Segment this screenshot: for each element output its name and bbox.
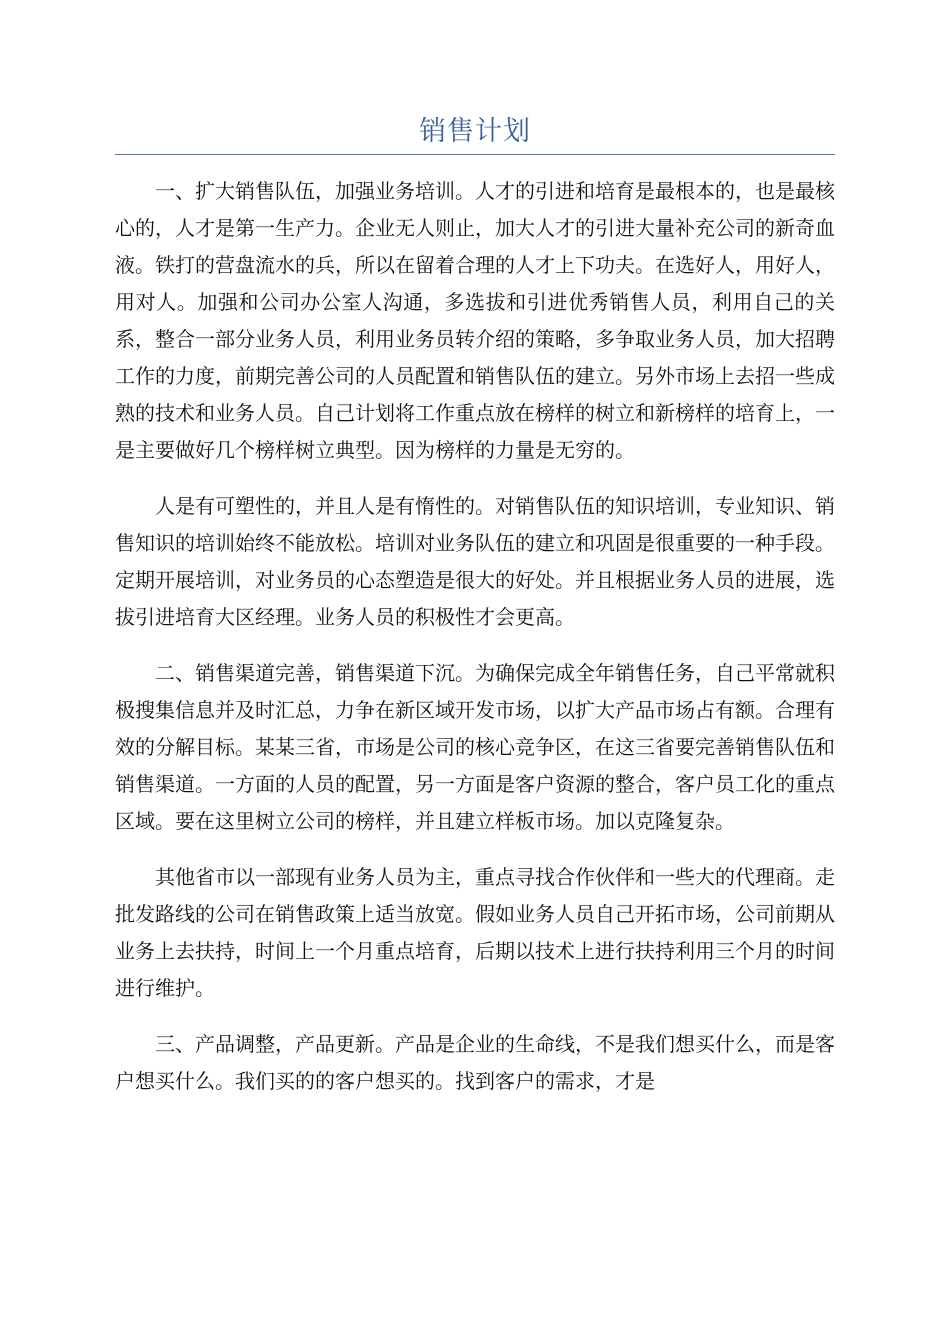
paragraph-other-provinces: 其他省市以一部现有业务人员为主，重点寻找合作伙伴和一些大的代理商。走批发路线的公司在销售政策上适当放宽。假如业务人员自己开拓市场，公司前期从业务上去扶持，时间上一个月重点培育，后期以技术上进行扶持利用三个月的时间进行维护。 xyxy=(115,865,835,1000)
paragraph-sales-team: 一、扩大销售队伍，加强业务培训。人才的引进和培育是最根本的，也是最核心的，人才是第一生产力。企业无人则止，加大人才的引进大量补充公司的新奇血液。铁打的营盘流水的兵，所以在留着合理的人才上下功夫。在选好人，用好人，用对人。加强和公司办公室人沟通，多选拔和引进优秀销售人员，利用自己的关系，整合一部分业务人员，利用业务员转介绍的策略，多争取业务人员，加大招聘工作的力度，前期完善公司的人员配置和销售队伍的建立。另外市场上去招一些成熟的技术和业务人员。自己计划将工作重点放在榜样的树立和新榜样的培育上，一是主要做好几个榜样树立典型。因为榜样的力量是无穷的。 xyxy=(115,179,835,462)
title-underline xyxy=(115,154,835,155)
paragraph-product-adjustment: 三、产品调整，产品更新。产品是企业的生命线，不是我们想买什么，而是客户想买什么。我们买的的客户想买的。找到客户的需求，才是 xyxy=(115,1032,835,1093)
paragraph-training: 人是有可塑性的，并且人是有惰性的。对销售队伍的知识培训，专业知识、销售知识的培训始终不能放松。培训对业务队伍的建立和巩固是很重要的一种手段。定期开展培训，对业务员的心态塑造是很大的好处。并且根据业务人员的进展，选拔引进培育大区经理。业务人员的积极性才会更高。 xyxy=(115,494,835,629)
document-body xyxy=(115,173,835,1119)
document-title: 销售计划 xyxy=(419,116,531,147)
paragraph-sales-channels: 二、销售渠道完善，销售渠道下沉。为确保完成全年销售任务，自己平常就积极搜集信息并及时汇总，力争在新区域开发市场，以扩大产品市场占有额。合理有效的分解目标。某某三省，市场是公司的核心竞争区，在这三省要完善销售队伍和销售渠道。一方面的人员的配置，另一方面是客户资源的整合，客户员工化的重点区域。要在这里树立公司的榜样，并且建立样板市场。加以克隆复杂。 xyxy=(115,661,835,833)
